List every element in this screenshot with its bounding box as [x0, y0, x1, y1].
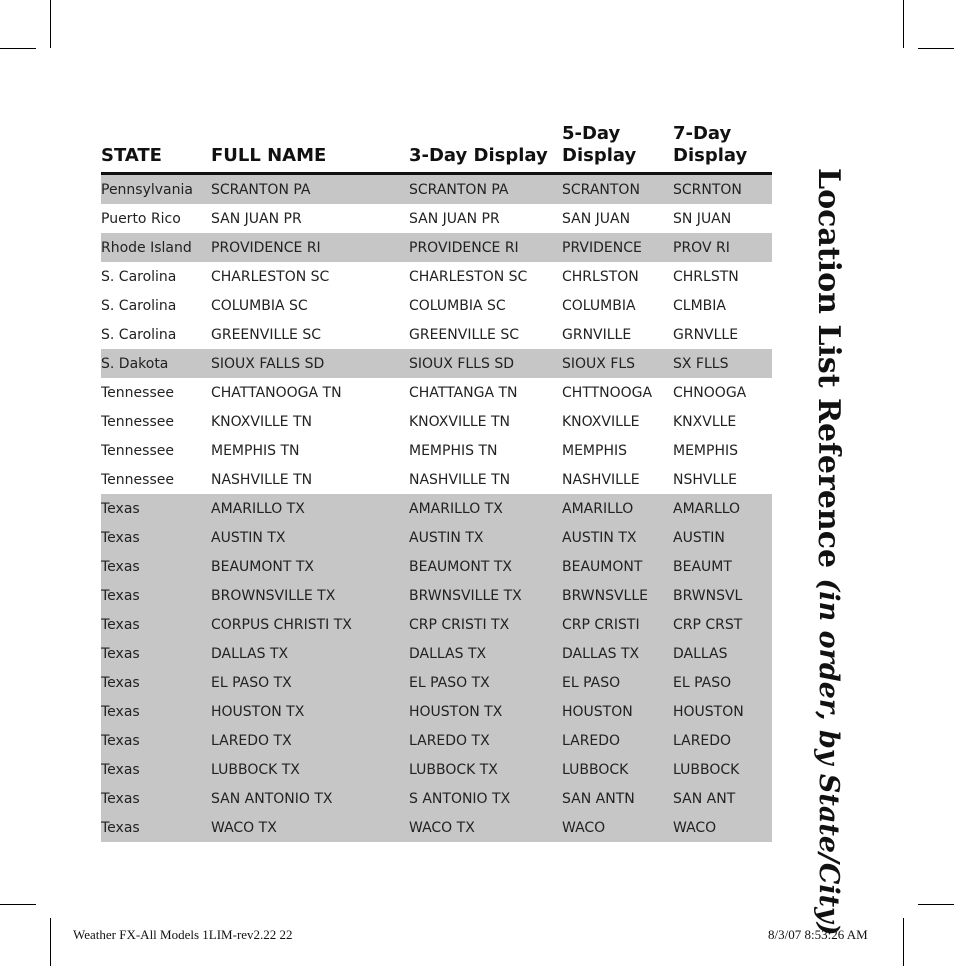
footer-left: Weather FX-All Models 1LIM-rev2.22 22 [73, 927, 293, 942]
cell-5day: HOUSTON [562, 697, 673, 726]
crop-mark-top-left-vertical [50, 0, 51, 48]
cell-full-name: DALLAS TX [211, 639, 409, 668]
cell-full-name: SAN ANTONIO TX [211, 784, 409, 813]
cell-full-name: HOUSTON TX [211, 697, 409, 726]
header-5day-display: 5-Day Display [562, 123, 673, 174]
cell-3day: KNOXVILLE TN [409, 413, 510, 430]
header-state: STATE [101, 123, 211, 174]
table-row [101, 378, 772, 407]
cell-state: Texas [101, 668, 211, 697]
cell-5day: SCRANTON [562, 174, 673, 205]
cell-full-name: BROWNSVILLE TX [211, 581, 409, 610]
cell-state: S. Carolina [101, 268, 177, 285]
cell-state: S. Dakota [101, 349, 211, 378]
cell-3day: BEAUMONT TX [409, 552, 562, 581]
cell-7day: WACO [673, 813, 772, 842]
cell-3day: MEMPHIS TN [409, 442, 498, 459]
cell-5day: WACO [562, 813, 673, 842]
cell-5day: AUSTIN TX [562, 523, 673, 552]
cell-5day: GRNVILLE [562, 326, 632, 343]
cell-7day: LUBBOCK [673, 755, 772, 784]
cell-state: Tennessee [101, 413, 174, 430]
cell-3day: SIOUX FLLS SD [409, 349, 562, 378]
crop-mark-bottom-left-horizontal [0, 904, 36, 905]
cell-full-name: WACO TX [211, 813, 409, 842]
cell-5day: SAN ANTN [562, 784, 673, 813]
cell-3day: NASHVILLE TN [409, 471, 511, 488]
cell-state: Texas [101, 610, 211, 639]
cell-full-name: MEMPHIS TN [211, 442, 300, 459]
table-row [101, 291, 772, 320]
table-row [101, 784, 772, 813]
table-row [101, 726, 772, 755]
cell-full-name: SIOUX FALLS SD [211, 349, 409, 378]
cell-7day: SAN ANT [673, 784, 772, 813]
cell-5day: MEMPHIS [562, 442, 627, 459]
cell-7day: CLMBIA [673, 297, 726, 314]
cell-7day: AMARLLO [673, 494, 772, 523]
cell-3day: HOUSTON TX [409, 697, 562, 726]
table-row [101, 349, 772, 378]
table-row [101, 552, 772, 581]
cell-full-name: LAREDO TX [211, 726, 409, 755]
cell-state: Texas [101, 755, 211, 784]
cell-7day: MEMPHIS [673, 442, 738, 459]
cell-3day: CHARLESTON SC [409, 268, 528, 285]
cell-3day: WACO TX [409, 813, 562, 842]
cell-full-name: EL PASO TX [211, 668, 409, 697]
cell-7day: LAREDO [673, 726, 772, 755]
cell-state: Texas [101, 523, 211, 552]
cell-state: Tennessee [101, 442, 174, 459]
cell-5day: CHRLSTON [562, 268, 639, 285]
crop-mark-bottom-right-horizontal [918, 904, 954, 905]
cell-state: S. Carolina [101, 297, 177, 314]
table-row [101, 639, 772, 668]
table-row [101, 407, 772, 436]
cell-7day: BRWNSVL [673, 581, 772, 610]
cell-full-name: KNOXVILLE TN [211, 413, 312, 430]
cell-5day: SAN JUAN [562, 210, 631, 227]
cell-3day: SAN JUAN PR [409, 210, 500, 227]
cell-5day: LUBBOCK [562, 755, 673, 784]
cell-state: Texas [101, 494, 211, 523]
cell-5day: COLUMBIA [562, 297, 636, 314]
table-row [101, 610, 772, 639]
cell-state: Texas [101, 581, 211, 610]
table-row [101, 697, 772, 726]
cell-5day: AMARILLO [562, 494, 673, 523]
cell-3day: S ANTONIO TX [409, 784, 562, 813]
cell-5day: LAREDO [562, 726, 673, 755]
cell-7day: CHRLSTN [673, 268, 739, 285]
crop-mark-top-right-horizontal [918, 48, 954, 49]
table-row [101, 813, 772, 842]
cell-7day: HOUSTON [673, 697, 772, 726]
cell-3day: CRP CRISTI TX [409, 610, 562, 639]
cell-3day: EL PASO TX [409, 668, 562, 697]
cell-7day: CHNOOGA [673, 384, 747, 401]
cell-3day: CHATTANGA TN [409, 384, 518, 401]
cell-3day: DALLAS TX [409, 639, 562, 668]
cell-full-name: AUSTIN TX [211, 523, 409, 552]
cell-5day: KNOXVILLE [562, 413, 640, 430]
table-row [101, 465, 772, 494]
table-body [101, 174, 772, 843]
cell-3day: SCRANTON PA [409, 174, 562, 205]
table-row [101, 436, 772, 465]
cell-full-name: BEAUMONT TX [211, 552, 409, 581]
cell-5day: SIOUX FLS [562, 349, 673, 378]
table-row [101, 523, 772, 552]
table-row [101, 174, 772, 205]
cell-3day: COLUMBIA SC [409, 297, 506, 314]
cell-5day: PRVIDENCE [562, 233, 673, 262]
cell-full-name: COLUMBIA SC [211, 297, 308, 314]
crop-mark-top-left-horizontal [0, 48, 36, 49]
cell-state: Texas [101, 813, 211, 842]
cell-full-name: NASHVILLE TN [211, 471, 313, 488]
crop-mark-bottom-right-vertical [903, 918, 904, 966]
cell-5day: NASHVILLE [562, 471, 640, 488]
cell-full-name: PROVIDENCE RI [211, 233, 409, 262]
header-7day-display: 7-Day Display [673, 123, 772, 174]
cell-7day: BEAUMT [673, 552, 772, 581]
table-row [101, 755, 772, 784]
cell-full-name: CHARLESTON SC [211, 268, 330, 285]
table-row [101, 320, 772, 349]
cell-state: Pennsylvania [101, 174, 211, 205]
cell-state: Tennessee [101, 471, 174, 488]
header-full-name: FULL NAME [211, 123, 409, 174]
cell-7day: SN JUAN [673, 210, 732, 227]
table-row [101, 668, 772, 697]
cell-3day: AMARILLO TX [409, 494, 562, 523]
cell-state: Texas [101, 784, 211, 813]
cell-full-name: AMARILLO TX [211, 494, 409, 523]
cell-3day: LUBBOCK TX [409, 755, 562, 784]
side-title-main: Location List Reference [811, 168, 846, 569]
cell-7day: CRP CRST [673, 610, 772, 639]
cell-7day: SX FLLS [673, 349, 772, 378]
location-table [101, 123, 772, 842]
table-row [101, 494, 772, 523]
cell-full-name: GREENVILLE SC [211, 326, 322, 343]
cell-3day: AUSTIN TX [409, 523, 562, 552]
cell-5day: EL PASO [562, 668, 673, 697]
cell-full-name: SAN JUAN PR [211, 210, 302, 227]
table-row [101, 204, 772, 233]
cell-7day: EL PASO [673, 668, 772, 697]
cell-full-name: CHATTANOOGA TN [211, 384, 342, 401]
side-title [808, 168, 848, 936]
table-row [101, 233, 772, 262]
cell-7day: KNXVLLE [673, 413, 737, 430]
cell-state: Tennessee [101, 384, 174, 401]
cell-3day: GREENVILLE SC [409, 326, 520, 343]
cell-state: S. Carolina [101, 326, 177, 343]
cell-full-name: SCRANTON PA [211, 174, 409, 205]
cell-state: Texas [101, 726, 211, 755]
table-header-row [101, 123, 772, 174]
cell-7day: AUSTIN [673, 523, 772, 552]
cell-5day: CHTTNOOGA [562, 384, 653, 401]
cell-7day: SCRNTON [673, 174, 772, 205]
cell-5day: CRP CRISTI [562, 610, 673, 639]
cell-state: Texas [101, 697, 211, 726]
cell-5day: BEAUMONT [562, 552, 673, 581]
cell-full-name: LUBBOCK TX [211, 755, 409, 784]
cell-state: Texas [101, 639, 211, 668]
cell-state: Rhode Island [101, 233, 211, 262]
table-row [101, 262, 772, 291]
header-3day-display: 3-Day Display [409, 123, 562, 174]
table-row [101, 581, 772, 610]
cell-7day: NSHVLLE [673, 471, 737, 488]
cell-5day: BRWNSVLLE [562, 581, 673, 610]
cell-3day: LAREDO TX [409, 726, 562, 755]
cell-3day: PROVIDENCE RI [409, 233, 562, 262]
cell-full-name: CORPUS CHRISTI TX [211, 610, 409, 639]
cell-7day: PROV RI [673, 233, 772, 262]
side-title-sub: (in order, by State/City) [813, 578, 844, 936]
cell-state: Puerto Rico [101, 210, 181, 227]
cell-7day: DALLAS [673, 639, 772, 668]
cell-7day: GRNVLLE [673, 326, 739, 343]
cell-5day: DALLAS TX [562, 639, 673, 668]
cell-state: Texas [101, 552, 211, 581]
crop-mark-top-right-vertical [903, 0, 904, 48]
cell-3day: BRWNSVILLE TX [409, 581, 562, 610]
footer-right: 8/3/07 8:53:26 AM [768, 927, 868, 942]
crop-mark-bottom-left-vertical [50, 918, 51, 966]
